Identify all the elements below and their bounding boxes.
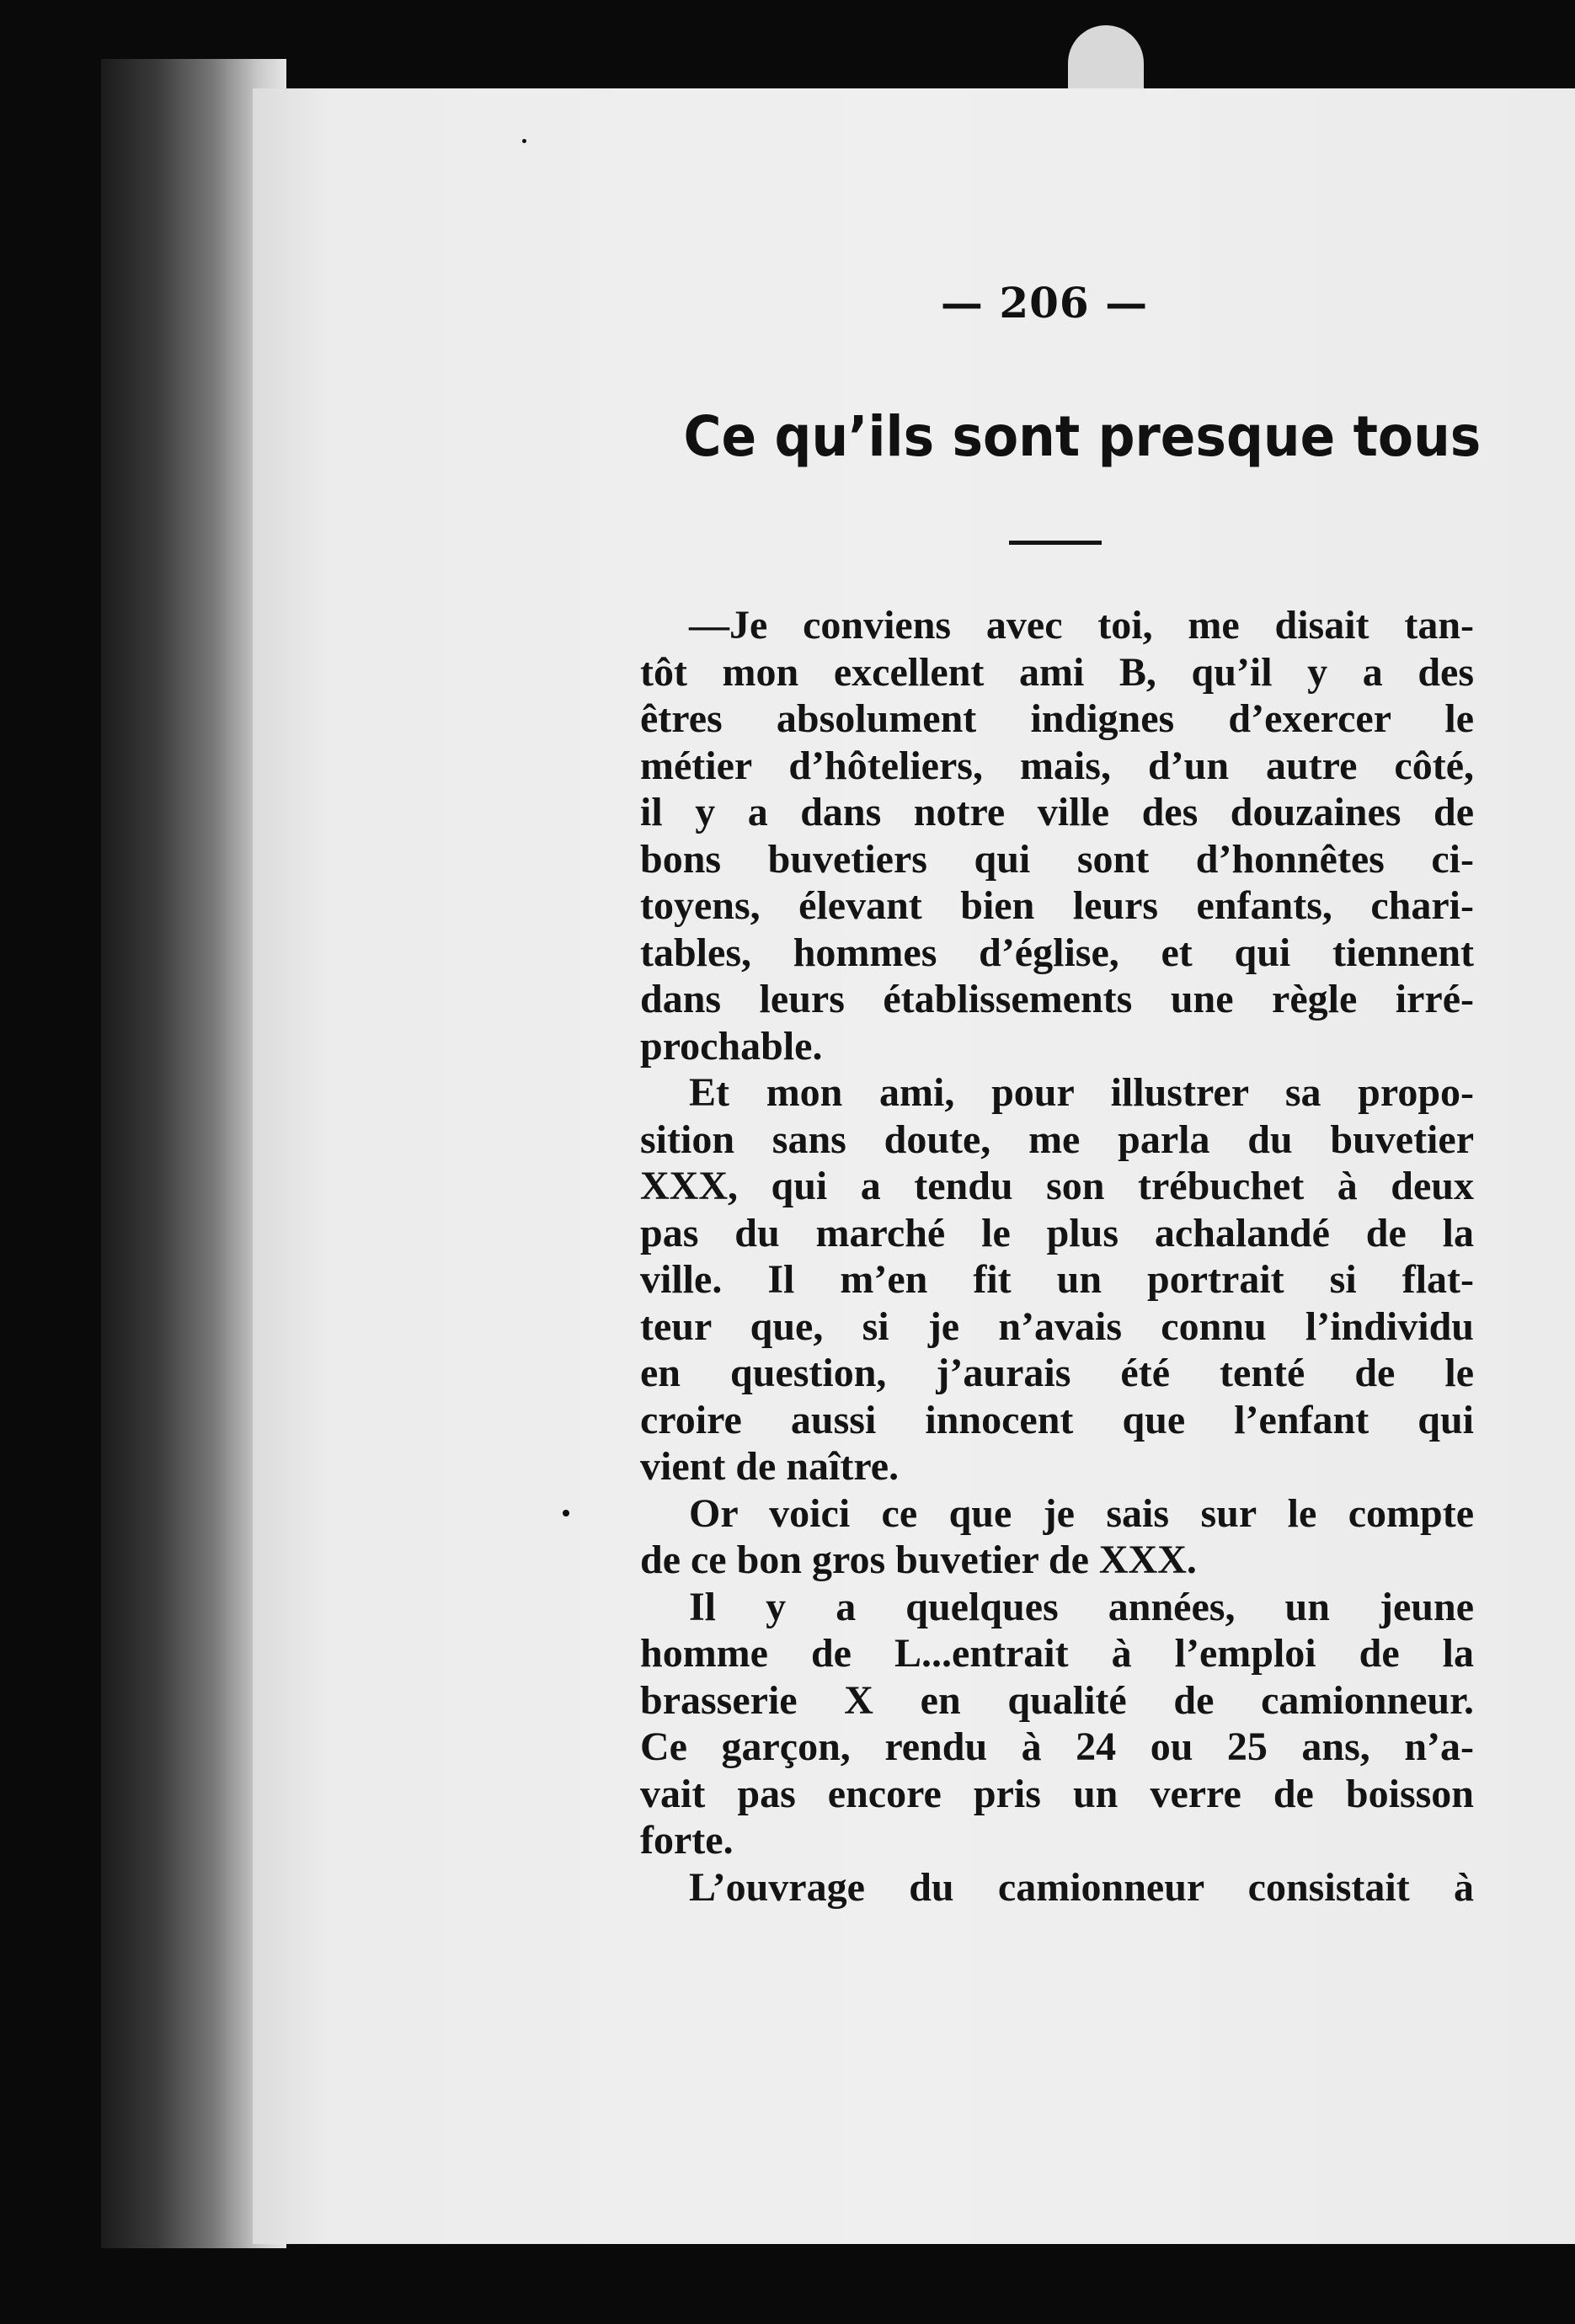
text-line: Il y a quelques années, un jeune	[689, 1584, 1474, 1629]
text-line: ville. Il m’en fit un portrait si flat-	[640, 1257, 1474, 1302]
text-line: vient de naître.	[640, 1444, 900, 1489]
text-line: brasserie X en qualité de camionneur.	[640, 1677, 1474, 1723]
text-line: toyens, élevant bien leurs enfants, chari-	[640, 883, 1474, 928]
speck-mark	[522, 139, 526, 143]
text-line: de ce bon gros buvetier de XXX.	[640, 1538, 1197, 1582]
text-line: teur que, si je n’avais connu l’individu	[640, 1303, 1474, 1349]
text-line: il y a dans notre ville des douzaines de	[640, 790, 1474, 834]
text-line: bons buvetiers qui sont d’honnêtes ci-	[640, 836, 1474, 882]
title-divider	[1009, 541, 1102, 545]
page-number: — 206 —	[940, 278, 1149, 328]
speck-mark	[563, 1510, 569, 1516]
text-line: croire aussi innocent que l’enfant qui	[640, 1397, 1474, 1442]
chapter-title: Ce qu’ils sont presque tous	[683, 404, 1482, 469]
text-line: métier d’hôteliers, mais, d’un autre côté,	[640, 743, 1474, 788]
text-line: vait pas encore pris un verre de boisson	[640, 1771, 1474, 1816]
text-line: —Je conviens avec toi, me disait tan-	[689, 603, 1474, 648]
body-text	[640, 602, 1474, 1911]
scanner-clip	[1068, 25, 1144, 88]
text-line: tables, hommes d’église, et qui tiennent	[640, 930, 1474, 975]
text-line: en question, j’aurais été tenté de le	[640, 1351, 1474, 1395]
text-line: homme de L...entrait à l’emploi de la	[640, 1631, 1474, 1676]
text-line: sition sans doute, me parla du buvetier	[640, 1117, 1474, 1162]
text-line: dans leurs établissements une règle irré-	[640, 977, 1474, 1021]
text-line: forte.	[640, 1818, 734, 1863]
text-line: XXX, qui a tendu son trébuchet à deux	[640, 1164, 1474, 1208]
text-line: pas du marché le plus achalandé de la	[640, 1210, 1474, 1255]
text-line: tôt mon excellent ami B, qu’il y a des	[640, 649, 1474, 695]
text-line: Ce garçon, rendu à 24 ou 25 ans, n’a-	[640, 1724, 1474, 1769]
text-line: êtres absolument indignes d’exercer le	[640, 696, 1474, 741]
text-line: L’ouvrage du camionneur consistait à	[689, 1864, 1474, 1910]
text-line: prochable.	[640, 1023, 823, 1069]
text-line: Or voici ce que je sais sur le compte	[689, 1490, 1474, 1536]
text-line: Et mon ami, pour illustrer sa propo-	[689, 1070, 1474, 1115]
